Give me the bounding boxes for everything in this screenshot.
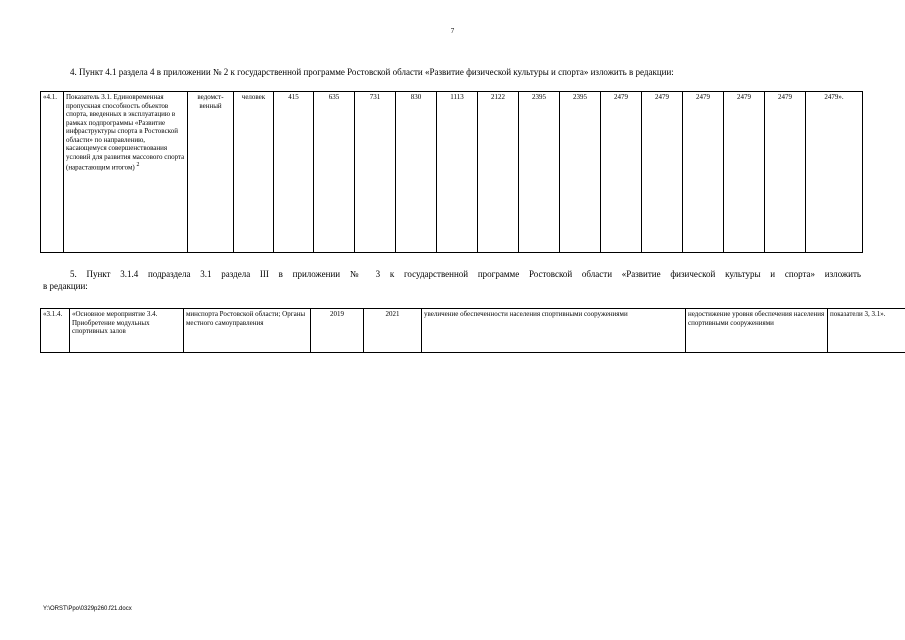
paragraph-line-2: в редакции: [43,281,88,291]
value-cell: 2479». [806,92,863,253]
table-row [41,309,905,353]
start-year-cell: 2019 [311,309,364,353]
paragraph-item-5 [43,268,861,292]
value-cell: 635 [314,92,355,253]
row-number-cell: «4.1. [41,92,64,253]
paragraph-line-1: 5. Пункт 3.1.4 подраздела 3.1 раздела III в приложении № 3 к государственной программе Ростовской области «Развитие физической культуры и спорта» изложить [70,269,861,279]
value-cell: 2122 [478,92,519,253]
value-cell: 2479 [724,92,765,253]
indicator-table [40,91,863,253]
footer-file-path: Y:\ORST\Ppo\0329p260.f21.docx [43,606,132,612]
indicator-text: Показатель 3.1. Единовременная пропускная способность объектов спорта, введенных в эксплуатацию в рамках подпрограммы «Развитие инфраструктуры спорта в Ростовской области» по направлению, касающемуся совершенствования условий для развития массового спорта (нарастающим итогом) [66,93,185,172]
value-cell: 731 [355,92,396,253]
paragraph-item-4: 4. Пункт 4.1 раздела 4 в приложении № 2 к государственной программе Ростовской области «Развитие физической культуры и спорта» изложить в редакции: [70,67,674,77]
event-name-cell: «Основное мероприятие 3.4. Приобретение модульных спортивных залов [70,309,184,353]
value-cell: 415 [274,92,314,253]
executor-cell: минспорта Ростовской области; Органы местного самоуправления [184,309,311,353]
value-cell: 2395 [519,92,560,253]
value-cell: 1113 [437,92,478,253]
table-row [41,92,863,253]
value-cell: 2479 [765,92,806,253]
consequence-cell: недостижение уровня обеспечения населения спортивными сооружениями [686,309,828,353]
value-cell: 2479 [683,92,724,253]
value-cell: 830 [396,92,437,253]
end-year-cell: 2021 [364,309,422,353]
value-cell: 2395 [560,92,601,253]
value-cell: 2479 [642,92,683,253]
expected-result-cell: увеличение обеспеченности населения спортивными сооружениями [422,309,686,353]
page-number: 7 [450,27,455,35]
indicator-name-cell [64,92,188,253]
indicator-type-cell: ведомст-венный [188,92,234,253]
event-number-cell: «3.1.4. [41,309,70,353]
unit-cell: человек [234,92,274,253]
event-table [40,308,905,353]
footnote-mark: 2 [136,162,140,168]
value-cell: 2479 [601,92,642,253]
linked-indicators-cell: показатели 3, 3.1». [828,309,905,353]
